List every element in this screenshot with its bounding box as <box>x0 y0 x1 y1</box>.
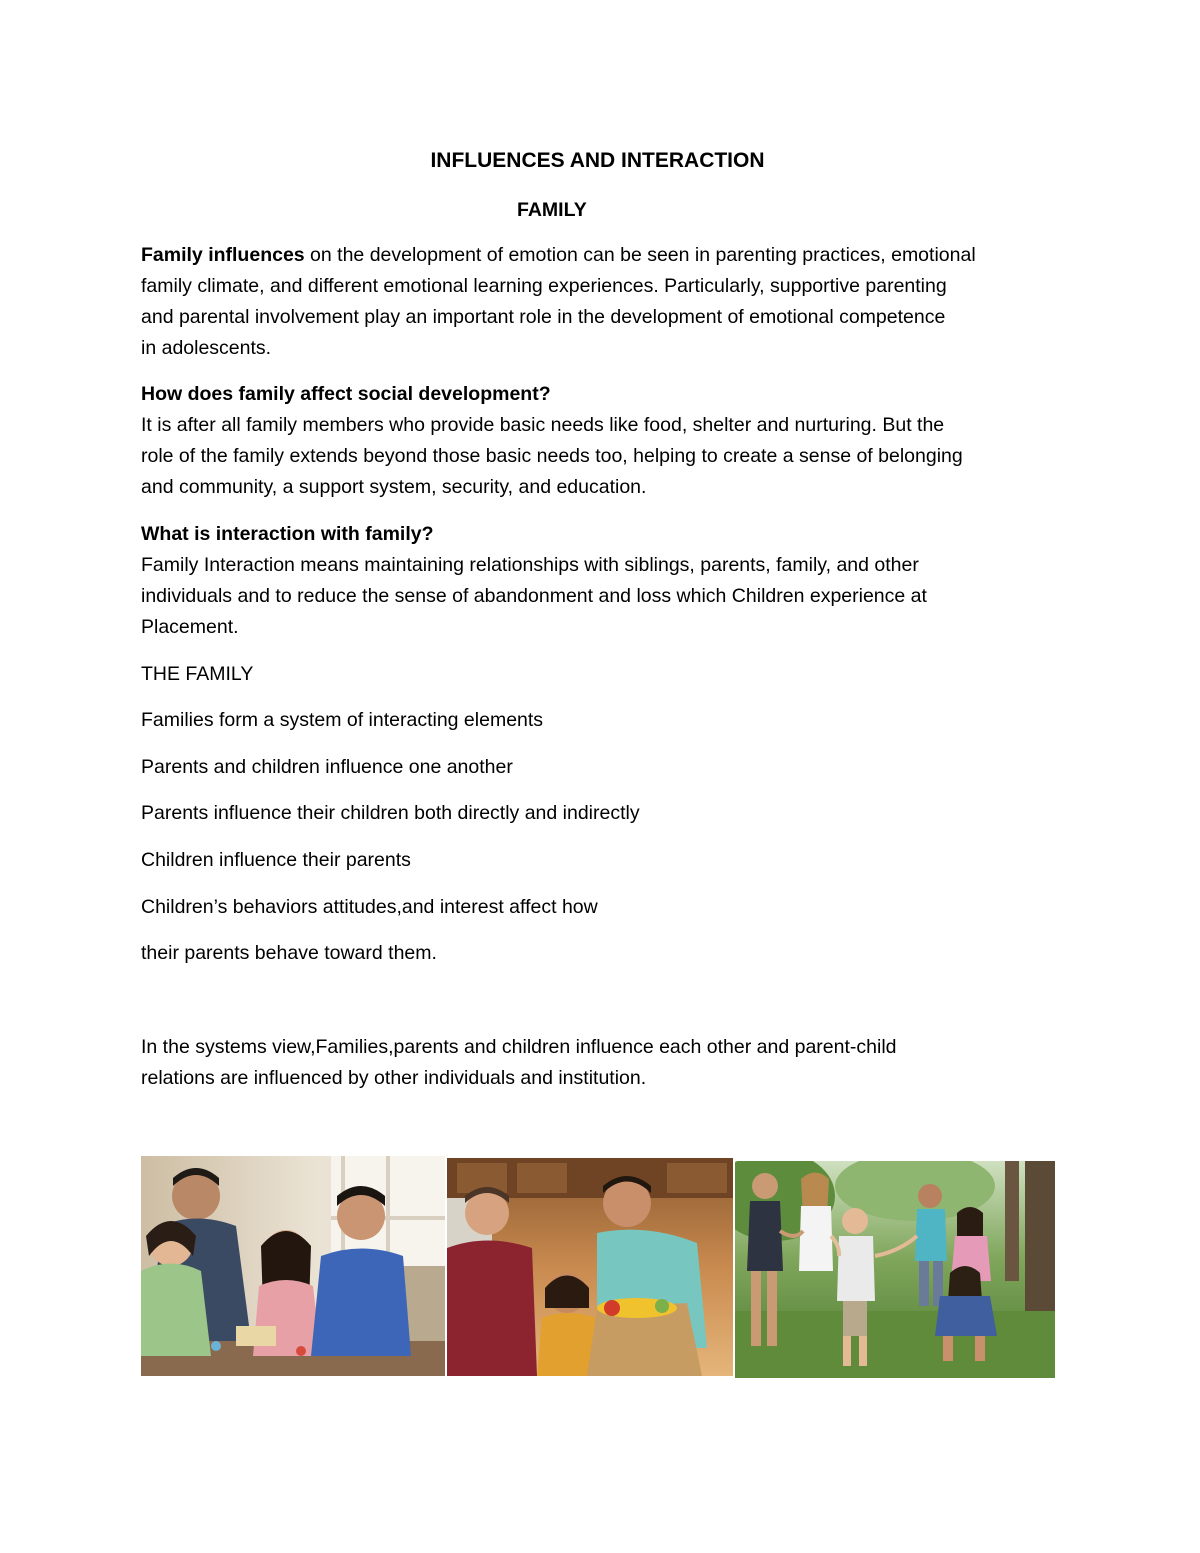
intro-bold-lead: Family influences <box>141 244 305 266</box>
family-point: Children influence their parents <box>141 849 411 871</box>
section-subtitle-family: FAMILY <box>517 199 587 221</box>
family-point: Parents influence their children both directly and indirectly <box>141 802 640 824</box>
q1-answer-line-3: and community, a support system, security, and education. <box>141 476 647 498</box>
q2-answer-line-2: individuals and to reduce the sense of abandonment and loss which Children experience at <box>141 585 927 607</box>
family-point: their parents behave toward them. <box>141 942 437 964</box>
family-point: Children’s behaviors attitudes,and interest affect how <box>141 896 598 918</box>
family-point: Parents and children influence one another <box>141 756 513 778</box>
family-playing-board-game-photo <box>141 1156 445 1376</box>
intro-line-2: family climate, and different emotional learning experiences. Particularly, supportive parenting <box>141 275 947 297</box>
family-point: Families form a system of interacting elements <box>141 709 544 731</box>
q2-answer-line-1: Family Interaction means maintaining relationships with siblings, parents, family, and other <box>141 554 919 576</box>
intro-line-1 <box>141 240 976 271</box>
question-interaction-with-family: What is interaction with family? <box>141 523 434 545</box>
q1-answer-line-1: It is after all family members who provide basic needs like food, shelter and nurturing. But the <box>141 414 945 436</box>
document-title: INFLUENCES AND INTERACTION <box>430 149 765 172</box>
q2-answer-line-3: Placement. <box>141 616 239 638</box>
the-family-heading: THE FAMILY <box>141 663 254 685</box>
question-social-development: How does family affect social development? <box>141 383 551 405</box>
q1-answer-line-2: role of the family extends beyond those basic needs too, helping to create a sense of belonging <box>141 445 963 467</box>
photo-strip <box>141 1156 1055 1378</box>
intro-line-3: and parental involvement play an important role in the development of emotional competence <box>141 306 946 328</box>
intro-line-4: in adolescents. <box>141 337 272 359</box>
systems-view-line-1: In the systems view,Families,parents and children influence each other and parent-child <box>141 1036 897 1058</box>
intro-line-1-rest: on the development of emotion can be seen in parenting practices, emotional <box>304 244 976 266</box>
family-in-kitchen-photo <box>447 1158 733 1376</box>
systems-view-line-2: relations are influenced by other individuals and institution. <box>141 1067 647 1089</box>
children-playing-in-park-photo <box>735 1161 1055 1378</box>
